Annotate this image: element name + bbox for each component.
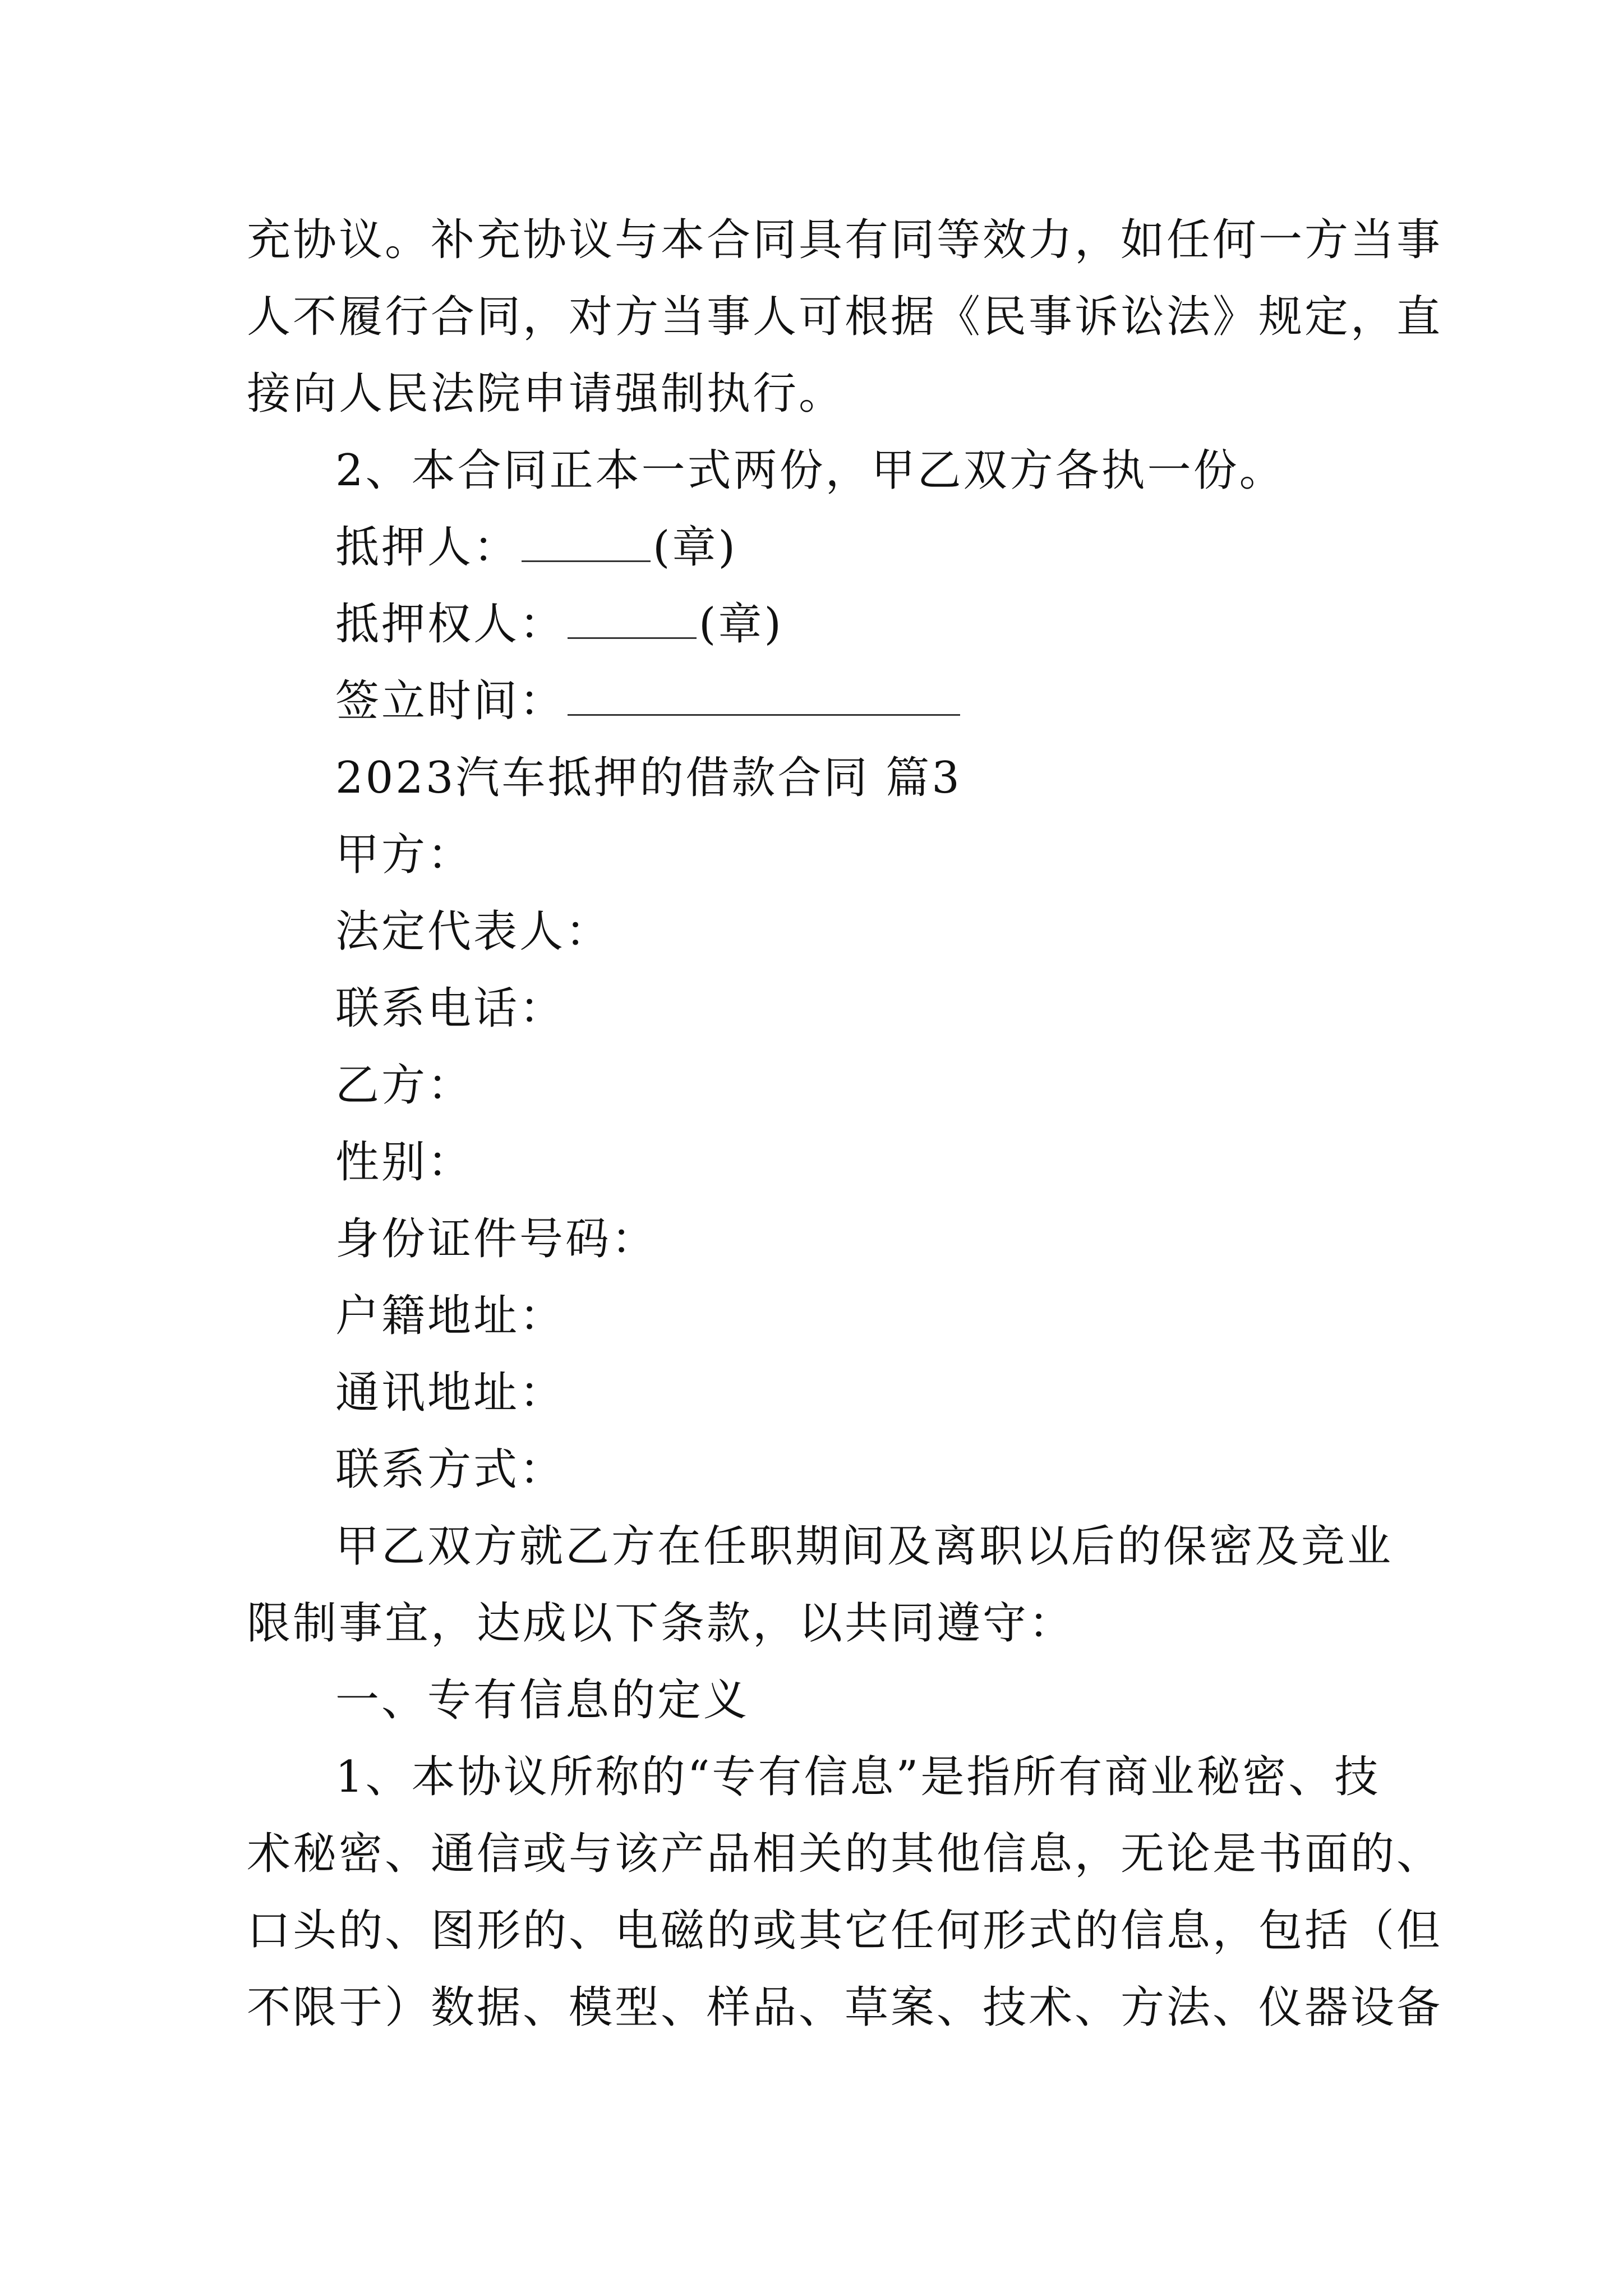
- section-title: 2023汽车抵押的借款合同 篇3: [335, 753, 962, 803]
- mortgagor-seal: (章): [653, 522, 737, 573]
- mortgagee-signature-line: [247, 586, 1385, 663]
- party-field: 乙方：: [335, 1060, 474, 1111]
- party-field: 身份证件号码：: [335, 1214, 658, 1264]
- party-field: 性别：: [335, 1137, 474, 1188]
- signing-date-blank: [568, 669, 960, 716]
- mortgagee-blank: [568, 592, 697, 639]
- signing-date-line: [247, 663, 1385, 740]
- paragraph-line: 充协议。补充协议与本合同具有同等效力，如任何一方当事: [247, 215, 1443, 265]
- mortgagee-label: 抵押权人：: [335, 599, 566, 650]
- document-body: [247, 202, 1443, 2046]
- paragraph-line: 接向人民法院申请强制执行。: [247, 369, 845, 419]
- paragraph-line: 2、本合同正本一式两份，甲乙双方各执一份。: [335, 445, 1285, 496]
- mortgagor-label: 抵押人：: [335, 522, 520, 573]
- paragraph-line: 术秘密、通信或与该产品相关的其他信息，无论是书面的、: [247, 1829, 1443, 1879]
- party-field: 法定代表人：: [335, 907, 612, 957]
- party-field: 甲方：: [335, 830, 474, 880]
- signing-date-label: 签立时间：: [335, 676, 566, 726]
- paragraph-line: 口头的、图形的、电磁的或其它任何形式的信息，包括（但: [247, 1906, 1443, 1956]
- party-field: 联系方式：: [335, 1444, 566, 1495]
- paragraph-line: 不限于）数据、模型、样品、草案、技术、方法、仪器设备: [247, 1982, 1443, 2033]
- paragraph-line: 人不履行合同，对方当事人可根据《民事诉讼法》规定，直: [247, 292, 1443, 342]
- party-field: 通讯地址：: [335, 1368, 566, 1418]
- mortgagor-signature-line: [247, 509, 1385, 586]
- mortgagee-seal: (章): [699, 599, 783, 650]
- party-field: 联系电话：: [335, 983, 566, 1034]
- mortgagor-blank: [522, 516, 651, 562]
- clause-heading: 一、专有信息的定义: [335, 1675, 750, 1726]
- paragraph-line: 限制事宜，达成以下条款，以共同遵守：: [247, 1598, 1075, 1649]
- party-field: 户籍地址：: [335, 1291, 566, 1341]
- paragraph-line: 甲乙双方就乙方在任职期间及离职以后的保密及竞业: [335, 1521, 1394, 1572]
- paragraph-line: 1、本协议所称的“专有信息”是指所有商业秘密、技: [335, 1752, 1381, 1802]
